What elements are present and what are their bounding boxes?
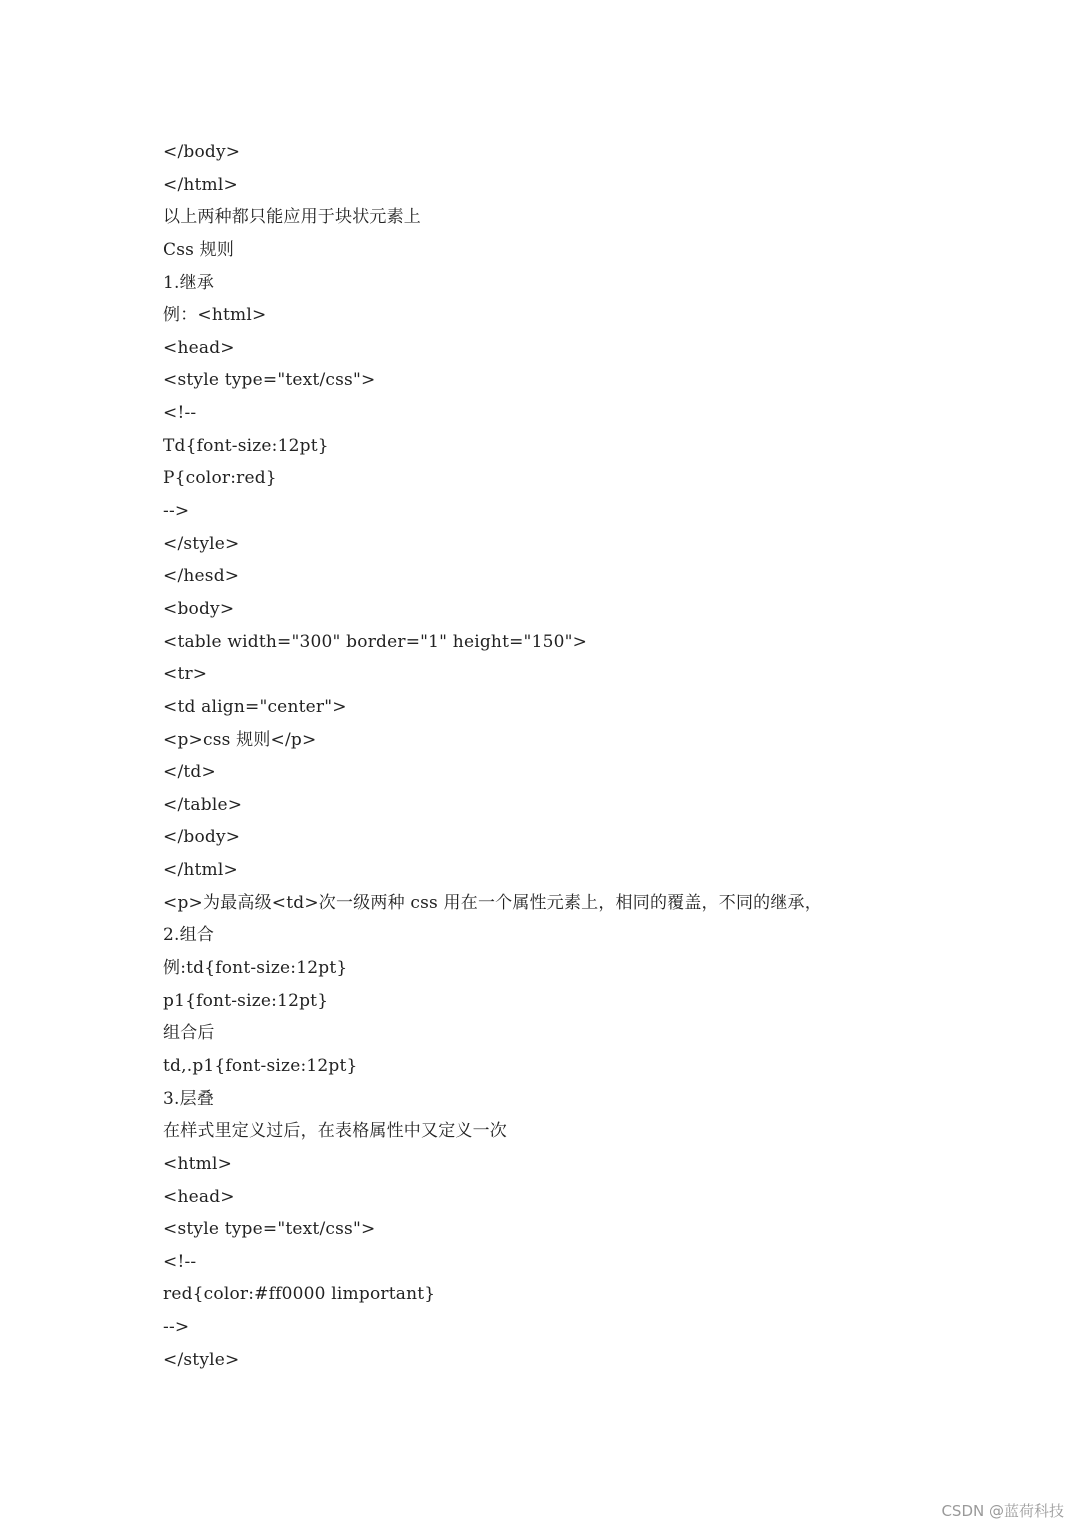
doc-line: </hesd> — [163, 566, 240, 587]
doc-line: <table width="300" border="1" height="150"> — [163, 631, 588, 652]
doc-line: --> — [163, 1317, 190, 1338]
doc-line: </body> — [163, 827, 241, 848]
doc-line: <tr> — [163, 664, 208, 685]
csdn-watermark: CSDN @蓝荷科技 — [941, 1502, 1064, 1520]
doc-line: <!-- — [163, 1251, 197, 1272]
doc-line: <p>css 规则</p> — [163, 729, 317, 750]
doc-line: <style type="text/css"> — [163, 370, 376, 391]
doc-line: 组合后 — [163, 1023, 215, 1044]
doc-line: </td> — [163, 762, 216, 783]
doc-line: Td{font-size:12pt} — [163, 435, 329, 456]
doc-line: </html> — [163, 174, 238, 195]
doc-line: Css 规则 — [163, 239, 235, 260]
doc-line: </html> — [163, 860, 238, 881]
doc-line: red{color:#ff0000 limportant} — [163, 1284, 436, 1305]
doc-line: 以上两种都只能应用于块状元素上 — [163, 207, 421, 228]
doc-line: P{color:red} — [163, 468, 277, 489]
doc-line: 2.组合 — [163, 925, 215, 946]
doc-line: p1{font-size:12pt} — [163, 990, 329, 1011]
doc-line: </table> — [163, 794, 243, 815]
doc-line: </style> — [163, 533, 240, 554]
doc-line: <body> — [163, 598, 235, 619]
doc-line: <head> — [163, 1186, 235, 1207]
doc-line: --> — [163, 501, 190, 522]
doc-line: <head> — [163, 337, 235, 358]
doc-line: 3.层叠 — [163, 1088, 215, 1109]
doc-line: 例:td{font-size:12pt} — [163, 958, 348, 979]
doc-line: </style> — [163, 1349, 240, 1370]
document-body — [163, 136, 1043, 1376]
doc-line: <p>为最高级<td>次一级两种 css 用在一个属性元素上，相同的覆盖，不同的继承， — [163, 892, 822, 913]
doc-line: <style type="text/css"> — [163, 1219, 376, 1240]
doc-line: 例：<html> — [163, 305, 267, 326]
doc-line: 1.继承 — [163, 272, 215, 293]
doc-line: td,.p1{font-size:12pt} — [163, 1055, 358, 1076]
doc-line: <!-- — [163, 403, 197, 424]
doc-line: 在样式里定义过后，在表格属性中又定义一次 — [163, 1121, 507, 1142]
doc-line: </body> — [163, 142, 241, 162]
doc-line: <html> — [163, 1153, 233, 1174]
doc-line: <td align="center"> — [163, 696, 347, 717]
